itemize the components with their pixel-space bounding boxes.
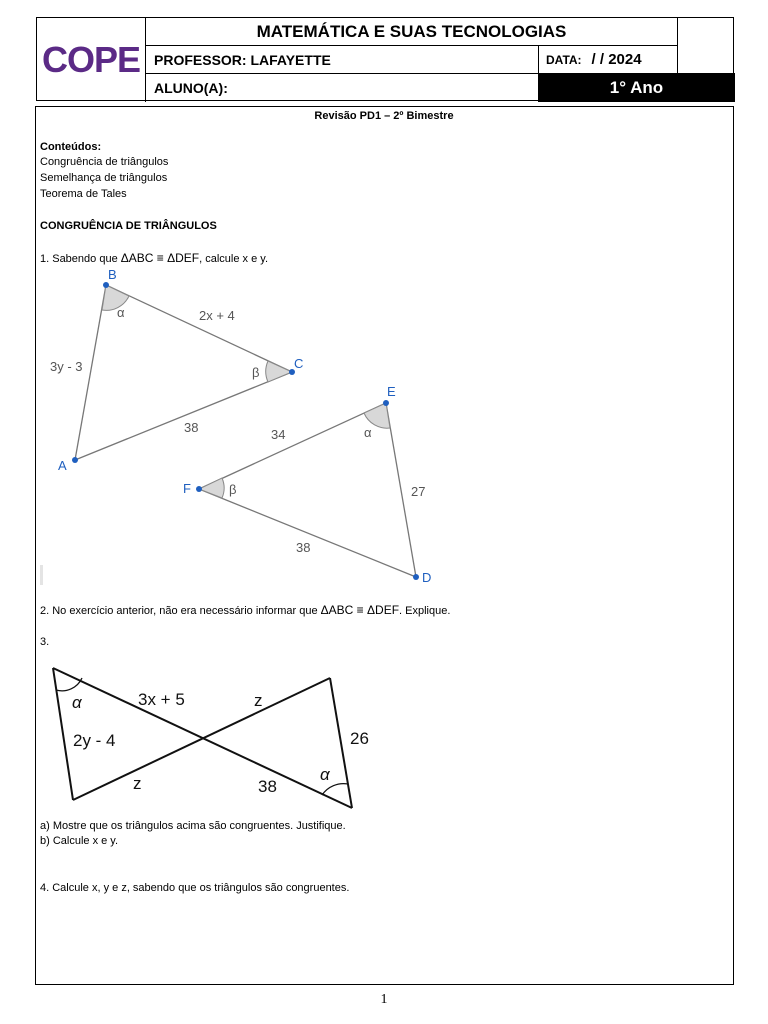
side-bc: 2x + 4 [199,308,235,323]
date-value: / / 2024 [591,51,642,68]
fig2-side-top-left: 3x + 5 [138,690,185,709]
side-ab: 3y - 3 [50,359,83,374]
label-d: D [422,570,432,585]
angle-c [266,361,292,382]
subject-title: MATEMÁTICA E SUAS TECNOLOGIAS [146,18,677,46]
question-3: 3. [40,636,50,648]
side-ed: 27 [411,484,426,499]
grade-badge: 1° Ano [538,74,735,102]
date-label: DATA: [546,52,582,67]
conteudo-item: Teorema de Tales [40,188,127,200]
student-field: ALUNO(A): [154,80,228,96]
fig2-side-top-right: z [254,691,263,710]
fig2-alpha-left: α [72,693,82,712]
angle-beta-c: β [252,365,260,380]
question-3b: b) Calcule x e y. [40,835,119,847]
doc-subtitle: Revisão PD1 – 2º Bimestre [314,110,454,122]
angle-arc-right [322,784,348,795]
fig2-side-bottom-right: 38 [258,777,277,796]
page-number: 1 [380,992,388,1007]
side-ef: 34 [271,427,286,442]
question-3a: a) Mostre que os triângulos acima são congruentes. Justifique. [40,820,346,832]
question-2 [40,604,450,618]
q1-pre: 1. Sabendo que [40,253,118,265]
conteudo-item: Semelhança de triângulos [40,172,168,184]
section-title: CONGRUÊNCIA DE TRIÂNGULOS [40,220,217,232]
conteudos-title: Conteúdos: [40,141,102,153]
angle-alpha-b: α [117,305,125,320]
fig2-alpha-right: α [320,765,330,784]
question-4: 4. Calcule x, y e z, sabendo que os triângulos são congruentes. [40,882,350,894]
label-a: A [58,458,67,473]
side-ac: 38 [184,420,199,435]
label-f: F [183,481,191,496]
label-b: B [108,267,117,282]
scan-mark [40,565,43,585]
q2-pre: 2. No exercício anterior, não era necessário informar que [40,605,318,617]
q2-relation: ΔABC ≡ ΔDEF [320,603,400,617]
professor-field: PROFESSOR: LAFAYETTE [146,46,538,74]
q2-post: . Explique. [399,605,451,617]
label-e: E [387,384,396,399]
q1-post: , calcule x e y. [199,253,269,265]
side-fd: 38 [296,540,311,555]
q1-relation: ΔABC ≡ ΔDEF [120,251,200,265]
fig2-side-right: 26 [350,729,369,748]
conteudo-item: Congruência de triângulos [40,156,169,168]
fig2-side-bottom-left: z [133,774,142,793]
logo-text: COPE [41,39,141,80]
fig2-side-left: 2y - 4 [73,731,116,750]
angle-beta-f: β [229,482,237,497]
angle-alpha-e: α [364,425,372,440]
label-c: C [294,356,304,371]
angle-f [199,478,224,498]
